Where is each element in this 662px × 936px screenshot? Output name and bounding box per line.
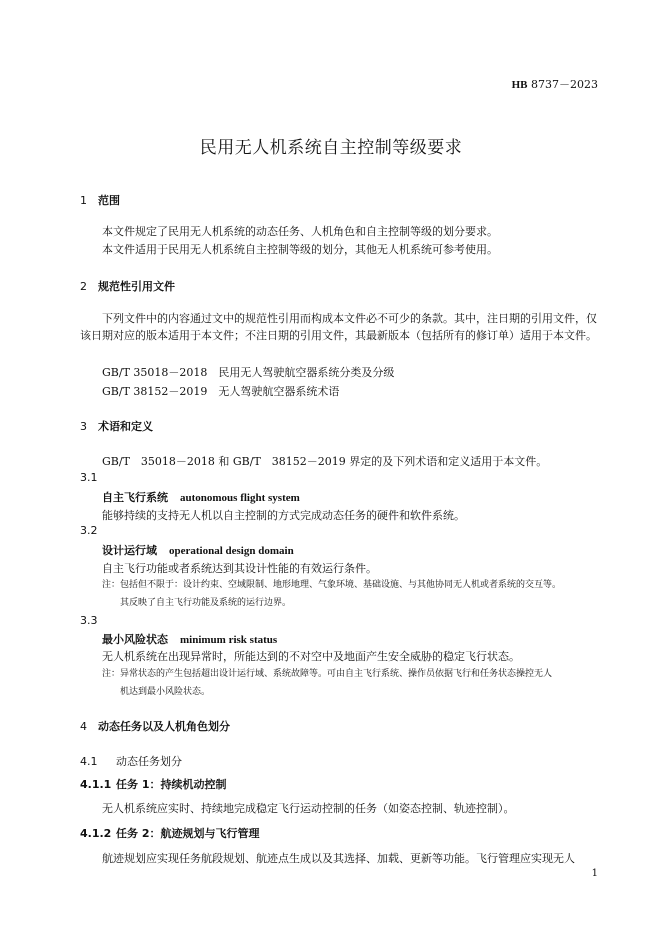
reference-item: GB/T 38152－2019 无人驾驶航空器系统术语: [102, 385, 340, 398]
section-number: 4: [80, 720, 87, 733]
term-definition: 能够持续的支持无人机以自主控制的方式完成动态任务的硬件和软件系统。: [102, 509, 465, 522]
note-label: 注：: [102, 669, 121, 679]
subsection-number: 4.1: [80, 755, 98, 768]
subsection-title: 任务 2：航迹规划与飞行管理: [116, 827, 260, 840]
term-cn: 设计运行域: [102, 544, 157, 557]
section-number: 2: [80, 280, 87, 293]
note-text-continued: 其反映了自主飞行功能及系统的运行边界。: [120, 598, 292, 608]
page-number: 1: [591, 868, 598, 879]
term-en: autonomous flight system: [180, 492, 300, 504]
section-number: 1: [80, 194, 87, 207]
reference-item: GB/T 35018－2018 民用无人驾驶航空器系统分类及分级: [102, 366, 395, 379]
term-en: minimum risk status: [180, 634, 278, 646]
section-3-heading: [80, 418, 153, 434]
term-note: [102, 576, 602, 612]
term-note: [102, 665, 602, 701]
subsection-number: 4.1.1: [80, 778, 112, 791]
note-text: 异常状态的产生包括超出设计运行域、系统故障等。可由自主飞行系统、操作员依据飞行和任务状态操控无人: [120, 669, 553, 679]
standard-prefix: HB: [511, 79, 528, 91]
section-number: 3: [80, 420, 87, 433]
term-title: [102, 631, 277, 647]
terms-intro: GB/T 35018－2018 和 GB/T 38152－2019 界定的及下列术语和定义适用于本文件。: [102, 455, 548, 468]
task-1-description: 无人机系统应实时、持续地完成稳定飞行运动控制的任务（如姿态控制、轨迹控制）。: [102, 802, 515, 815]
section-1-heading: [80, 192, 120, 208]
term-cn: 自主飞行系统: [102, 491, 168, 504]
subsection-number: 4.1.2: [80, 827, 112, 840]
subsection-4-1-1-heading: [80, 776, 226, 792]
section-title: 术语和定义: [98, 420, 153, 433]
subsection-4-1-heading: [80, 753, 182, 769]
note-text-continued: 机达到最小风险状态。: [120, 687, 211, 697]
term-title: [102, 489, 300, 505]
scope-paragraph-2: 本文件适用于民用无人机系统自主控制等级的划分，其他无人机系统可参考使用。: [102, 243, 498, 256]
term-title: [102, 542, 294, 558]
subsection-title: 任务 1：持续机动控制: [116, 778, 227, 791]
term-number: 3.2: [80, 524, 98, 537]
term-cn: 最小风险状态: [102, 633, 168, 646]
term-definition: 无人机系统在出现异常时，所能达到的不对空中及地面产生安全威胁的稳定飞行状态。: [102, 650, 520, 663]
term-en: operational design domain: [169, 545, 294, 557]
section-title: 动态任务以及人机角色划分: [98, 720, 230, 733]
note-text: 包括但不限于：设计约束、空域限制、地形地理、气象环境、基础设施、与其他协同无人机或者系统的交互等。: [120, 580, 562, 590]
subsection-4-1-2-heading: [80, 825, 259, 841]
section-title: 范围: [98, 194, 120, 207]
section-title: 规范性引用文件: [98, 280, 175, 293]
section-2-heading: [80, 278, 175, 294]
section-4-heading: [80, 718, 230, 734]
term-number: 3.1: [80, 471, 98, 484]
scope-paragraph-1: 本文件规定了民用无人机系统的动态任务、人机角色和自主控制等级的划分要求。: [102, 225, 498, 238]
document-title: 民用无人机系统自主控制等级要求: [199, 138, 463, 158]
task-2-description: 航迹规划应实现任务航段规划、航迹点生成以及其选择、加载、更新等功能。飞行管理应实现无人: [102, 852, 575, 865]
term-definition: 自主飞行功能或者系统达到其设计性能的有效运行条件。: [102, 562, 377, 575]
subsection-title: 动态任务划分: [116, 755, 182, 768]
note-label: 注：: [102, 580, 121, 590]
standard-code: [512, 76, 598, 92]
term-number: 3.3: [80, 614, 98, 627]
refs-paragraph: 下列文件中的内容通过文中的规范性引用而构成本文件必不可少的条款。其中，注日期的引用文件，仅该日期对应的版本适用于本文件；不注日期的引用文件，其最新版本（包括所有的修订单）适用于本文件。: [80, 312, 597, 342]
standard-number: 8737－2023: [531, 78, 598, 91]
